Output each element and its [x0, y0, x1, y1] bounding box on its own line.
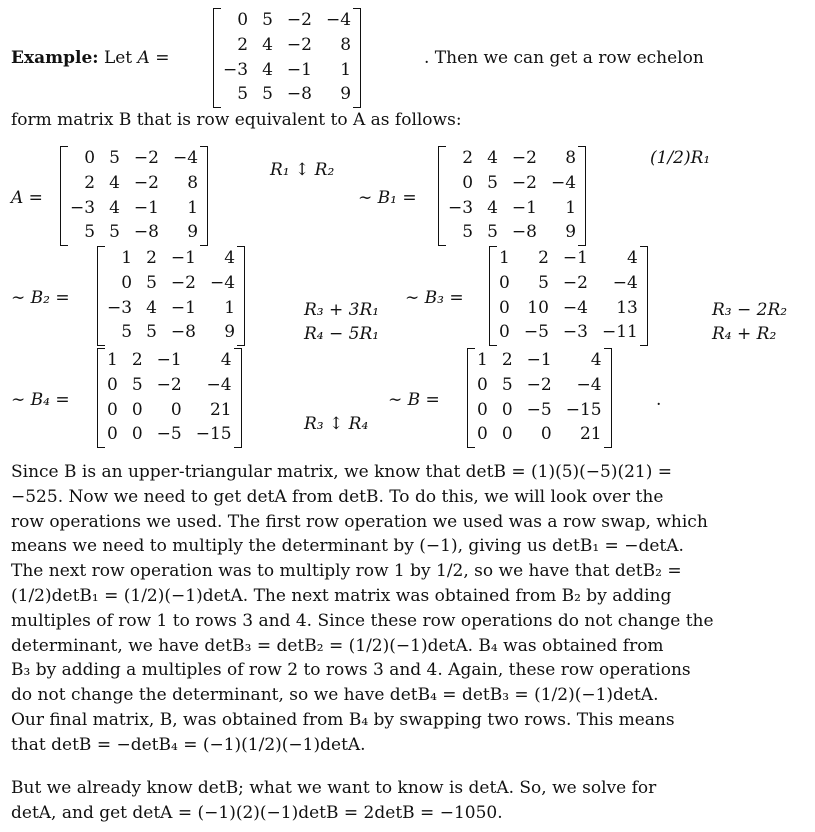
- matrix-cell: −1: [526, 350, 552, 370]
- matrix-cell: 0: [477, 374, 488, 395]
- matrix-row: [70, 146, 198, 171]
- matrix-cell: 2: [84, 172, 96, 193]
- equals-sign: =: [155, 48, 170, 68]
- matrix-cell: 8: [187, 172, 199, 193]
- matrix-cell: 1: [107, 350, 118, 370]
- matrix-cell: −4: [172, 148, 199, 168]
- let-text: Let: [103, 48, 133, 68]
- matrix-row: [70, 171, 198, 196]
- matrix-cell: −2: [286, 34, 312, 55]
- matrix-row: [107, 348, 232, 373]
- matrix-cell: 4: [146, 297, 157, 318]
- text-line: But we already know detB; what we want to know is detA. So, we solve for: [11, 778, 657, 798]
- matrix-cell: 4: [487, 148, 498, 168]
- intro-line-2: form matrix B that is row equivalent to A as follows:: [11, 110, 462, 130]
- matrix-cell: −8: [133, 222, 159, 243]
- matrix-cell: 0: [477, 424, 488, 445]
- var-a: A: [137, 48, 150, 68]
- matrix-cell: 5: [121, 322, 133, 343]
- matrix-cell: −2: [170, 272, 196, 293]
- matrix-cell: 4: [262, 59, 273, 80]
- matrix-row: [70, 220, 198, 245]
- matrix-a: [60, 146, 208, 246]
- matrix-cell: 0: [131, 424, 143, 445]
- matrix-row: [107, 373, 232, 398]
- matrix-cell: −2: [511, 148, 537, 168]
- matrix-cell: −1: [133, 197, 159, 218]
- matrix-cell: 1: [477, 350, 488, 370]
- matrix-cell: 5: [487, 172, 498, 193]
- matrix-cell: −2: [511, 172, 537, 193]
- matrix-cell: 2: [462, 148, 474, 168]
- label-b4-eq: ∼ B₄ =: [11, 390, 70, 410]
- matrix-b4: [97, 348, 242, 448]
- matrix-cell: −1: [170, 248, 196, 268]
- matrix-cell: 21: [579, 424, 602, 445]
- matrix-cell: −5: [523, 322, 549, 343]
- matrix-cell: −3: [107, 297, 133, 318]
- matrix-cell: −2: [286, 10, 312, 30]
- matrix-cell: 5: [146, 322, 157, 343]
- matrix-cell: 1: [499, 248, 510, 268]
- matrix-cell: −1: [511, 197, 537, 218]
- matrix-cell: 0: [501, 424, 513, 445]
- matrix-row: [223, 82, 351, 107]
- matrix-cell: 0: [84, 148, 96, 168]
- matrix-cell: −4: [562, 297, 588, 318]
- op-swap-r1-r2: R₁ ↕ R₂: [270, 160, 335, 180]
- conclusion-paragraph: [11, 776, 811, 826]
- matrix-cell: 0: [499, 272, 510, 293]
- matrix-row: [499, 320, 638, 345]
- op-r4-minus-5r1: R₄ − 5R₁: [304, 324, 380, 344]
- matrix-cell: 0: [540, 424, 552, 445]
- matrix-b1: [438, 146, 586, 246]
- matrix-cell: 5: [146, 272, 157, 293]
- text-line: B₃ by adding a multiples of row 2 to rows 3 and 4. Again, these row operations: [11, 660, 691, 681]
- matrix-cell: 0: [237, 10, 249, 30]
- matrix-cell: 4: [487, 197, 498, 218]
- matrix-cell: 2: [501, 350, 513, 370]
- matrix-cell: 5: [462, 222, 474, 243]
- matrix-row: [499, 296, 638, 321]
- text-line: The next row operation was to multiply row 1 by 1/2, so we have that detB₂ =: [11, 561, 682, 582]
- matrix-row: [499, 246, 638, 271]
- matrix-row: [223, 8, 351, 33]
- matrix-cell: −3: [562, 322, 588, 343]
- matrix-row: [477, 373, 602, 398]
- matrix-cell: −2: [562, 272, 588, 293]
- matrix-cell: 2: [538, 248, 549, 268]
- matrix-cell: −5: [156, 424, 182, 445]
- matrix-cell: −15: [195, 424, 232, 445]
- matrix-cell: 10: [527, 297, 549, 318]
- then-text: . Then we can get a row echelon: [424, 48, 704, 68]
- matrix-row: [107, 271, 235, 296]
- matrix-cell: −3: [448, 197, 474, 218]
- matrix-cell: −5: [526, 399, 552, 420]
- matrix-cell: 4: [262, 34, 273, 55]
- matrix-cell: −8: [170, 322, 196, 343]
- matrix-row: [107, 422, 232, 447]
- text-line: that detB = −detB₄ = (−1)(1/2)(−1)detA.: [11, 734, 366, 755]
- matrix-cell: −2: [156, 374, 182, 395]
- matrix-cell: −11: [601, 322, 638, 343]
- text-line: means we need to multiply the determinant by (−1), giving us detB₁ = −detA.: [11, 536, 684, 557]
- matrix-b3: [489, 246, 648, 346]
- final-period: .: [656, 390, 662, 410]
- matrix-row: [107, 296, 235, 321]
- matrix-cell: 0: [499, 322, 510, 343]
- matrix-row: [107, 246, 235, 271]
- matrix-cell: 0: [499, 297, 510, 318]
- matrix-cell: 5: [262, 84, 273, 105]
- matrix-cell: −2: [133, 148, 159, 168]
- label-b3-eq: ∼ B₃ =: [405, 288, 464, 308]
- text-line: −525. Now we need to get detA from detB. To do this, we will look over the: [11, 486, 664, 507]
- op-r3-minus-2r2: R₃ − 2R₂: [712, 300, 788, 320]
- label-b1-eq: ∼ B₁ =: [358, 188, 417, 208]
- matrix-cell: 0: [131, 399, 143, 420]
- matrix-cell: 5: [131, 374, 143, 395]
- matrix-cell: 4: [109, 172, 120, 193]
- matrix-cell: 5: [487, 222, 498, 243]
- matrix-cell: 0: [107, 374, 118, 395]
- matrix-cell: −2: [133, 172, 159, 193]
- matrix-cell: −1: [170, 297, 196, 318]
- label-a-eq: A =: [11, 188, 43, 208]
- text-line: multiples of row 1 to rows 3 and 4. Since these row operations do not change the: [11, 610, 714, 631]
- matrix-row: [448, 171, 576, 196]
- matrix-row: [477, 398, 602, 423]
- matrix-row: [477, 422, 602, 447]
- matrix-cell: 0: [501, 399, 513, 420]
- matrix-cell: −3: [223, 59, 249, 80]
- matrix-cell: 5: [109, 222, 120, 243]
- op-half-r1: (1/2)R₁: [650, 148, 711, 168]
- example-intro: [11, 46, 169, 71]
- matrix-cell: 4: [220, 350, 232, 370]
- matrix-row: [107, 398, 232, 423]
- matrix-cell: 0: [107, 424, 118, 445]
- text-line: row operations we used. The first row operation we used was a row swap, which: [11, 511, 708, 532]
- op-r3-plus-3r1: R₃ + 3R₁: [304, 300, 380, 320]
- matrix-cell: −1: [156, 350, 182, 370]
- matrix-cell: 5: [501, 374, 513, 395]
- matrix-cell: −3: [70, 197, 96, 218]
- matrix-cell: −1: [562, 248, 588, 268]
- matrix-cell: 9: [187, 222, 199, 243]
- matrix-cell: −2: [526, 374, 552, 395]
- matrix-cell: 0: [477, 399, 488, 420]
- matrix-cell: 8: [340, 34, 352, 55]
- matrix-cell: 1: [224, 297, 236, 318]
- matrix-row: [70, 196, 198, 221]
- matrix-cell: 4: [109, 197, 120, 218]
- text-line: detA, and get detA = (−1)(2)(−1)detB = 2detB = −1050.: [11, 802, 503, 823]
- label-b-eq: ∼ B =: [388, 390, 440, 410]
- matrix-cell: −4: [576, 374, 602, 395]
- matrix-cell: 1: [340, 59, 352, 80]
- matrix-cell: 5: [237, 84, 249, 105]
- matrix-cell: 5: [109, 148, 120, 168]
- matrix-cell: 0: [121, 272, 133, 293]
- matrix-cell: 0: [170, 399, 182, 420]
- matrix-cell: 9: [340, 84, 352, 105]
- matrix-cell: −4: [209, 272, 236, 293]
- op-r4-plus-r2: R₄ + R₂: [712, 324, 777, 344]
- matrix-cell: −15: [565, 399, 602, 420]
- matrix-cell: 0: [107, 399, 118, 420]
- matrix-row: [448, 146, 576, 171]
- matrix-cell: −8: [511, 222, 537, 243]
- matrix-row: [223, 33, 351, 58]
- matrix-cell: 1: [565, 197, 577, 218]
- matrix-b: [467, 348, 612, 448]
- matrix-cell: 8: [565, 148, 577, 168]
- matrix-cell: −4: [612, 272, 638, 293]
- explanation-paragraph: [11, 460, 811, 758]
- matrix-cell: 9: [565, 222, 577, 243]
- text-line: Our final matrix, B, was obtained from B₄ by swapping two rows. This means: [11, 709, 675, 730]
- matrix-row: [477, 348, 602, 373]
- matrix-cell: 5: [262, 10, 273, 30]
- matrix-row: [107, 320, 235, 345]
- matrix-cell: 2: [131, 350, 143, 370]
- matrix-cell: 2: [146, 248, 157, 268]
- text-line: determinant, we have detB₃ = detB₂ = (1/2)(−1)detA. B₄ was obtained from: [11, 635, 664, 656]
- matrix-cell: −1: [286, 59, 312, 80]
- matrix-row: [499, 271, 638, 296]
- matrix-cell: 1: [121, 248, 133, 268]
- matrix-cell: −4: [206, 374, 232, 395]
- matrix-cell: −4: [325, 10, 352, 30]
- matrix-cell: 0: [462, 172, 474, 193]
- matrix-row: [448, 196, 576, 221]
- matrix-row: [448, 220, 576, 245]
- example-label: Example:: [11, 48, 99, 68]
- matrix-cell: 4: [627, 248, 638, 268]
- label-b2-eq: ∼ B₂ =: [11, 288, 70, 308]
- matrix-cell: −8: [286, 84, 312, 105]
- matrix-a-intro: [213, 8, 361, 108]
- matrix-cell: 5: [538, 272, 549, 293]
- matrix-cell: 13: [616, 297, 638, 318]
- op-swap-r3-r4: R₃ ↕ R₄: [304, 414, 369, 434]
- text-line: (1/2)detB₁ = (1/2)(−1)detA. The next matrix was obtained from B₂ by adding: [11, 585, 672, 606]
- matrix-b2: [97, 246, 245, 346]
- matrix-row: [223, 58, 351, 83]
- matrix-cell: −4: [550, 172, 577, 193]
- text-line: Since B is an upper-triangular matrix, we know that detB = (1)(5)(−5)(21) =: [11, 462, 673, 482]
- matrix-cell: 4: [590, 350, 602, 370]
- matrix-cell: 21: [209, 399, 232, 420]
- matrix-cell: 1: [187, 197, 199, 218]
- text-line: do not change the determinant, so we have detB₄ = detB₃ = (1/2)(−1)detA.: [11, 685, 659, 706]
- matrix-cell: 4: [224, 248, 236, 268]
- matrix-cell: 5: [84, 222, 96, 243]
- matrix-cell: 2: [237, 34, 249, 55]
- matrix-cell: 9: [224, 322, 236, 343]
